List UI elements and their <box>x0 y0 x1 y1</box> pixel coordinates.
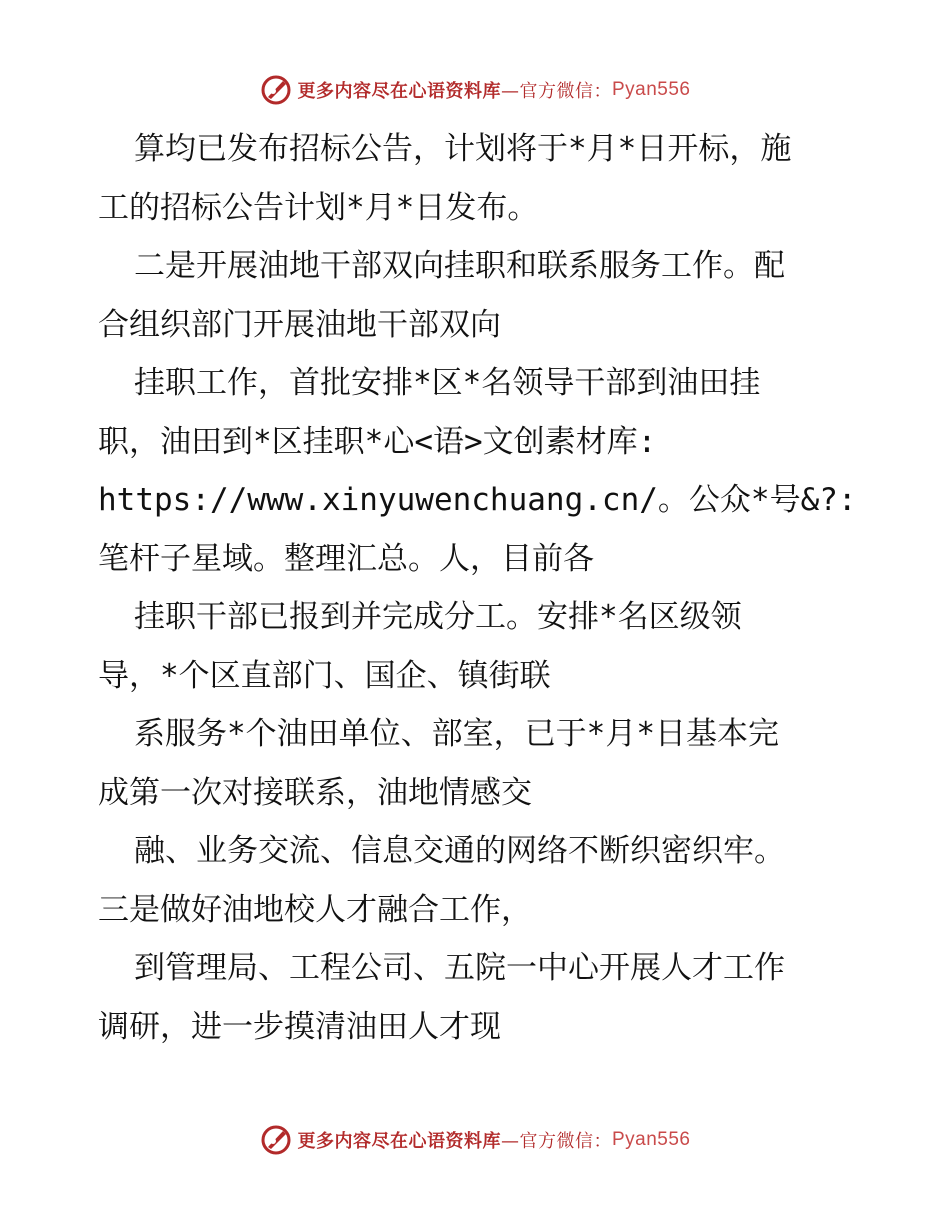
body-line: 二是开展油地干部双向挂职和联系服务工作。配 <box>134 248 785 284</box>
footer-banner-contact: —官方微信： <box>500 1131 612 1152</box>
body-line: 到管理局、工程公司、五院一中心开展人才工作 <box>134 950 785 986</box>
body-line: 成第一次对接联系，油地情感交 <box>98 774 532 811</box>
body-line: 挂职工作，首批安排*区*名领导干部到油田挂 <box>134 365 761 401</box>
body-line: 调研，进一步摸清油田人才现 <box>98 1008 501 1045</box>
footer-watermark-banner <box>0 1120 950 1160</box>
header-banner-id: Pyan556 <box>611 79 691 100</box>
body-line: https://www.xinyuwenchuang.cn/。公众*号&?: <box>98 482 857 518</box>
body-line: 融、业务交流、信息交通的网络不断织密织牢。 <box>134 833 785 869</box>
footer-banner-text: 更多内容尽在心语资料库 <box>297 1131 501 1152</box>
document-body <box>98 120 878 1056</box>
body-line: 三是做好油地校人才融合工作， <box>98 891 532 928</box>
body-line: 挂职干部已报到并完成分工。安排*名区级领 <box>134 599 742 635</box>
body-line: 算均已发布招标公告，计划将于*月*日开标，施 <box>134 131 792 167</box>
footer-banner-id: Pyan556 <box>611 1129 691 1150</box>
body-line: 笔杆子星域。整理汇总。人，目前各 <box>98 540 594 577</box>
body-line: 合组织部门开展油地干部双向 <box>98 306 501 343</box>
body-line: 系服务*个油田单位、部室，已于*月*日基本完 <box>134 716 779 752</box>
header-banner-contact: —官方微信： <box>500 81 612 102</box>
quill-logo-icon <box>259 73 293 107</box>
body-line: 职，油田到*区挂职*心<语>文创素材库: <box>98 423 657 460</box>
header-banner-text: 更多内容尽在心语资料库 <box>297 81 501 102</box>
quill-logo-icon <box>259 1123 293 1157</box>
body-line: 工的招标公告计划*月*日发布。 <box>98 189 539 226</box>
body-line: 导，*个区直部门、国企、镇街联 <box>98 657 551 694</box>
header-watermark-banner <box>0 70 950 110</box>
